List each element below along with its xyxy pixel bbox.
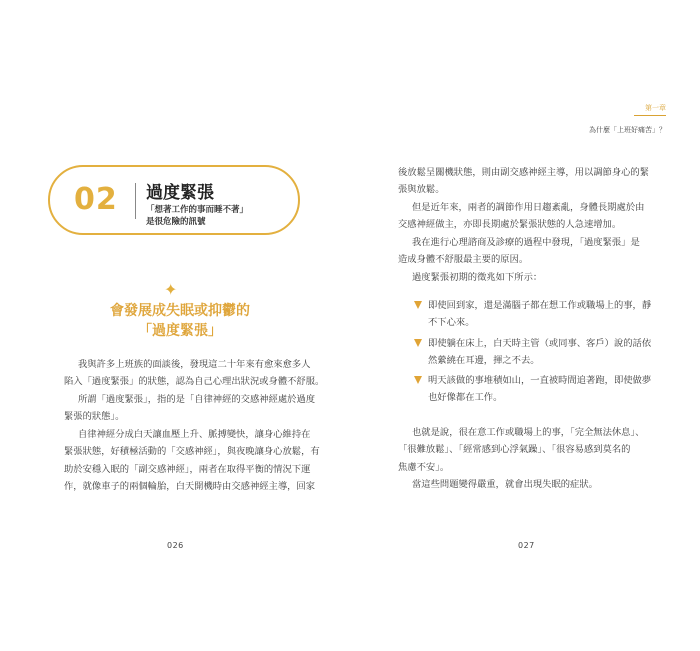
text-line: 也就是說，很在意工作或職場上的事，「完全無法休息」、 xyxy=(412,427,645,438)
text-line: 自律神經分成白天讓血壓上升、脈搏變快，讓身心維持在 xyxy=(78,429,311,440)
text-line: 緊張的狀態」。 xyxy=(64,411,125,423)
list-item xyxy=(428,372,651,407)
text-line: 過度緊張初期的徵兆如下所示： xyxy=(412,272,543,283)
paragraph-r5 xyxy=(398,424,644,476)
text-line: 然縈繞在耳邊，揮之不去。 xyxy=(428,355,540,367)
text-line: 焦慮不安」。 xyxy=(398,461,450,473)
text-line: 作，就像車子的兩個輪胎，白天開機時由交感神經主導，回家 xyxy=(64,481,316,493)
list-item xyxy=(428,297,651,332)
text-line: 造成身體不舒服最主要的原因。 xyxy=(398,254,529,266)
section-heading-line-1: 會發展成失眠或抑鬱的 xyxy=(110,303,250,319)
text-line: 我與許多上班族的面談後，發現這二十年來有愈來愈多人 xyxy=(78,359,311,370)
triangle-bullet-icon xyxy=(414,376,422,384)
text-line: 助於安穩入眠的「副交感神經」，兩者在取得平衡的情況下運 xyxy=(64,463,311,475)
text-line: 張與放鬆。 xyxy=(398,184,445,196)
text-line: 我在進行心理諮商及診療的過程中發現，「過度緊張」是 xyxy=(412,237,640,248)
page-number: 027 xyxy=(518,541,535,550)
running-header-subtitle: 為什麼「上班好痛苦」？ xyxy=(589,126,666,134)
paragraph-r1 xyxy=(398,164,649,199)
section-heading-line-2: 「過度緊張」 xyxy=(138,323,222,339)
running-header xyxy=(589,97,666,135)
text-line: 所謂「過度緊張」，指的是「自律神經的交感神經處於過度 xyxy=(78,394,316,405)
text-line: 交感神經做主，亦即長期處於緊張狀態的人急速增加。 xyxy=(398,219,622,231)
paragraph-r4 xyxy=(412,269,542,286)
chapter-title-box xyxy=(48,165,300,235)
running-header-chapter: 第一章 xyxy=(645,104,666,112)
paragraph-r3 xyxy=(398,234,640,269)
text-line: 陷入「過度緊張」的狀態，認為自己心理出狀況或身體不舒服。 xyxy=(64,376,325,388)
text-line: 後放鬆呈關機狀態，則由副交感神經主導，用以調節身心的緊 xyxy=(398,167,650,178)
text-line: 當這些問題變得嚴重，就會出現失眠的症狀。 xyxy=(412,479,598,490)
text-line: 即使躺在床上，白天時主管（或同事、客戶）說的話依 xyxy=(428,338,652,349)
sparkle-icon: ✦ xyxy=(164,280,178,299)
text-line: 但是近年來，兩者的調節作用日趨紊亂，身體長期處於由 xyxy=(412,202,645,213)
paragraph-r6 xyxy=(412,476,598,493)
paragraph-1 xyxy=(64,356,325,391)
title-divider xyxy=(135,183,136,219)
triangle-bullet-icon xyxy=(414,301,422,309)
section-title: 過度緊張 xyxy=(146,183,214,203)
running-header-rule xyxy=(634,115,666,116)
text-line: 明天該做的事堆積如山，一直被時間追著跑，即使做夢 xyxy=(428,375,652,386)
text-line: 即使回到家，還是滿腦子都在想工作或職場上的事，靜 xyxy=(428,300,652,311)
text-line: 也好像都在工作。 xyxy=(428,392,503,404)
text-line: 「很難放鬆」、「經常感到心浮氣躁」、「很容易感到莫名的 xyxy=(398,444,631,456)
triangle-bullet-icon xyxy=(414,339,422,347)
paragraph-3 xyxy=(64,426,320,496)
paragraph-r2 xyxy=(398,199,644,234)
list-item xyxy=(428,335,651,370)
right-page xyxy=(350,0,700,651)
section-tagline-1: 「想著工作的事而睡不著」 xyxy=(146,205,249,215)
text-line: 不下心來。 xyxy=(428,317,475,329)
paragraph-2 xyxy=(64,391,316,426)
section-number: 02 xyxy=(74,182,118,217)
page-number: 026 xyxy=(167,541,184,550)
text-line: 緊張狀態，好積極活動的「交感神經」，與夜晚讓身心放鬆，有 xyxy=(64,446,320,458)
section-tagline-2: 是很危險的訊號 xyxy=(146,217,206,227)
